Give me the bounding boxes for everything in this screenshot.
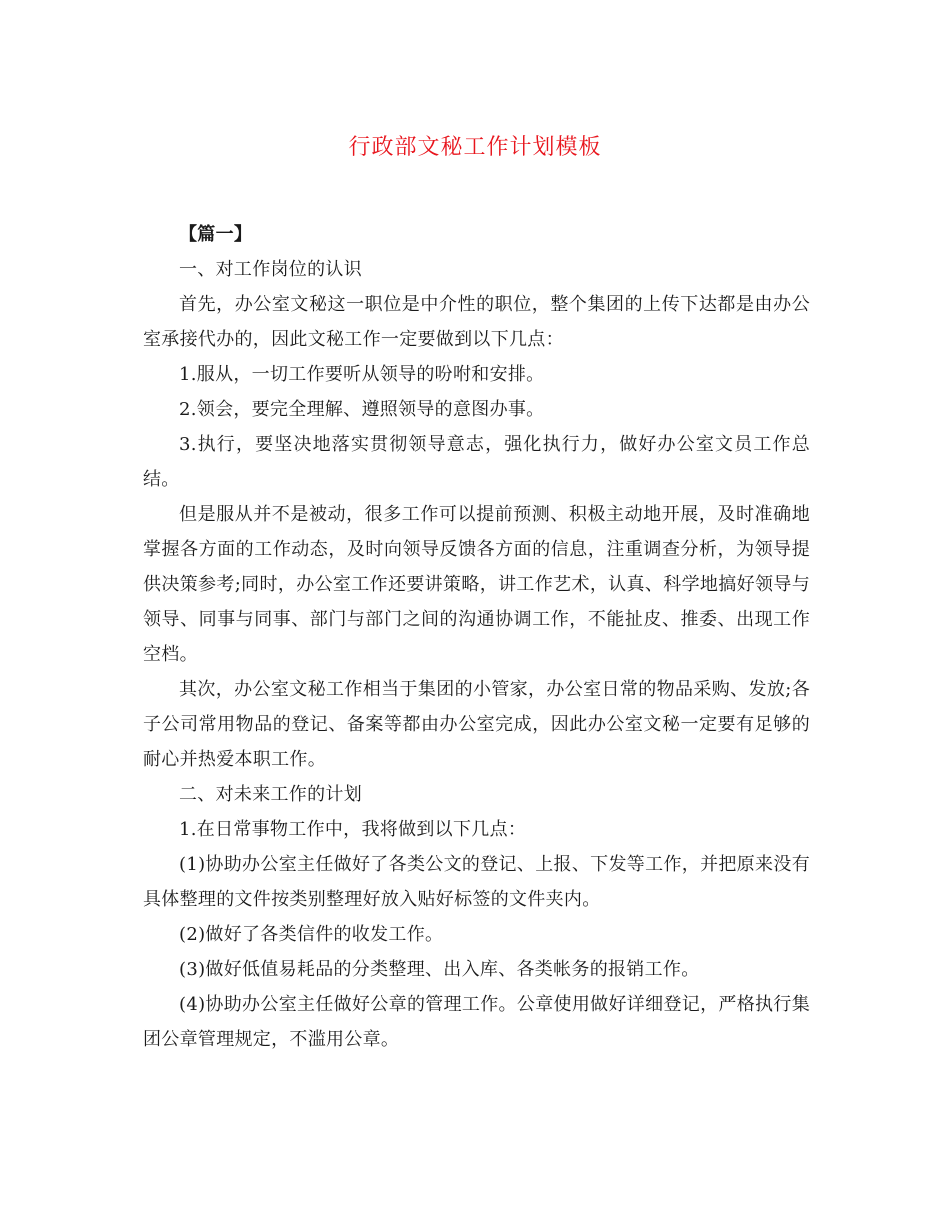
sub-list-item: (2)做好了各类信件的收发工作。: [179, 924, 444, 945]
paragraph: 首先，办公室文秘这一职位是中介性的职位，整个集团的上传下达都是由办公室承接代办的，因此文秘工作一定要做到以下几点：: [143, 294, 810, 350]
document-title: 行政部文秘工作计划模板: [348, 135, 602, 160]
document-body: [143, 217, 810, 1057]
list-item: 3.执行，要坚决地落实贯彻领导意志，强化执行力，做好办公室文员工作总结。: [143, 434, 810, 490]
sub-list-item: (4)协助办公室主任做好公章的管理工作。公章使用做好详细登记，严格执行集团公章管理规定，不滥用公章。: [143, 994, 810, 1050]
paragraph: 但是服从并不是被动，很多工作可以提前预测、积极主动地开展，及时准确地掌握各方面的工作动态，及时向领导反馈各方面的信息，注重调查分析，为领导提供决策参考;同时，办公室工作还要讲策略，讲工作艺术，认真、科学地搞好领导与领导、同事与同事、部门与部门之间的沟通协调工作，不能扯皮、推委、出现工作空档。: [143, 504, 810, 665]
section-heading: 二、对未来工作的计划: [179, 784, 362, 805]
paragraph: 其次，办公室文秘工作相当于集团的小管家，办公室日常的物品采购、发放;各子公司常用物品的登记、备案等都由办公室完成，因此办公室文秘一定要有足够的耐心并热爱本职工作。: [143, 679, 810, 770]
list-item: 1.在日常事物工作中，我将做到以下几点：: [179, 819, 527, 840]
list-item: 2.领会，要完全理解、遵照领导的意图办事。: [179, 399, 545, 420]
list-item: 1.服从，一切工作要听从领导的吩咐和安排。: [179, 364, 545, 385]
sub-list-item: (3)做好低值易耗品的分类整理、出入库、各类帐务的报销工作。: [179, 959, 700, 980]
section-heading: 一、对工作岗位的认识: [179, 259, 362, 280]
section-label: 【篇一】: [179, 224, 253, 245]
sub-list-item: (1)协助办公室主任做好了各类公文的登记、上报、下发等工作，并把原来没有具体整理的文件按类别整理好放入贴好标签的文件夹内。: [143, 854, 810, 910]
